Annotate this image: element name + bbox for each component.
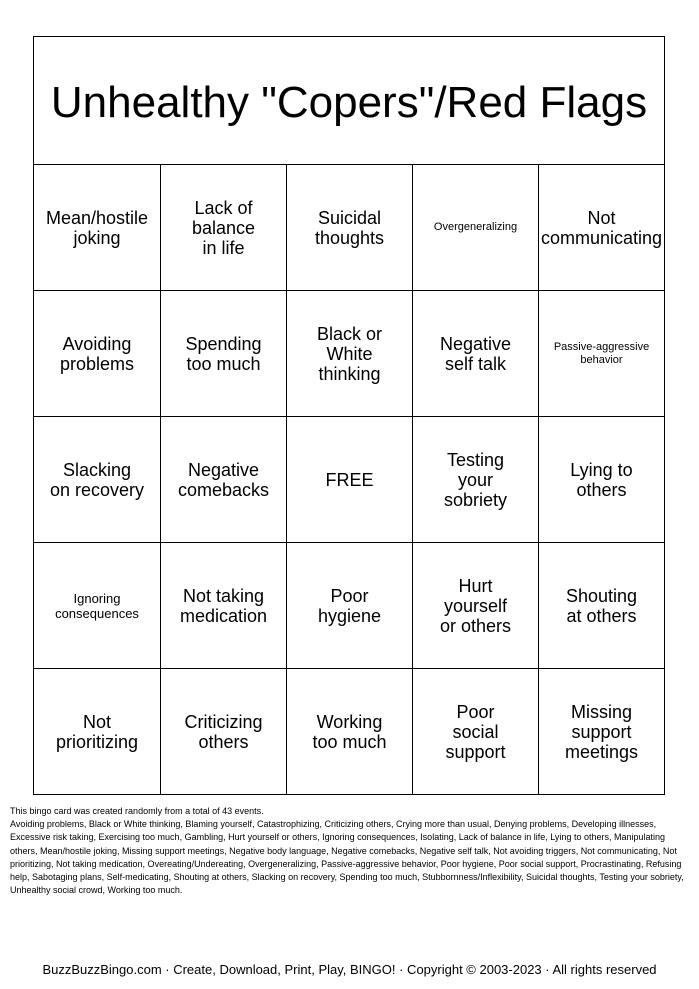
bingo-cell: Not prioritizing (34, 668, 160, 794)
bingo-cell: Avoiding problems (34, 290, 160, 416)
bingo-cell: Missing support meetings (538, 668, 664, 794)
bingo-cell: Not taking medication (160, 542, 286, 668)
bingo-cell: Not communicating (538, 164, 664, 290)
bingo-cell: Criticizing others (160, 668, 286, 794)
bingo-cell: Lack of balance in life (160, 164, 286, 290)
bingo-cell: Ignoring consequences (34, 542, 160, 668)
bingo-cell: Lying to others (538, 416, 664, 542)
bingo-cell: Hurt yourself or others (412, 542, 538, 668)
bingo-cell: Testing your sobriety (412, 416, 538, 542)
free-space-cell: FREE (286, 416, 412, 542)
bingo-cell: Overgeneralizing (412, 164, 538, 290)
bingo-cell: Passive-aggressive behavior (538, 290, 664, 416)
site-footer: BuzzBuzzBingo.com · Create, Download, Print, Play, BINGO! · Copyright © 2003-2023 · All rights reserved (42, 962, 657, 977)
bingo-cell: Spending too much (160, 290, 286, 416)
bingo-cell: Suicidal thoughts (286, 164, 412, 290)
bingo-cell: Working too much (286, 668, 412, 794)
bingo-cell: Shouting at others (538, 542, 664, 668)
card-note (10, 805, 690, 897)
bingo-cell: Slacking on recovery (34, 416, 160, 542)
bingo-cell: Poor social support (412, 668, 538, 794)
bingo-card (33, 36, 665, 795)
bingo-grid (34, 164, 664, 794)
card-title: Unhealthy "Copers"/Red Flags (50, 77, 648, 127)
event-list: Avoiding problems, Black or White thinking, Blaming yourself, Catastrophizing, Criticizing others, Crying more than usual, Denying problems, Developing illnesses, Excessive risk taking, Exercising too much, Gambling, Hurt yourself or others, Ignoring consequences, Isolating, Lack of balance in life, Lying to others, Manipulating others, Mean/hostile joking, Missing support meetings, Negative body language, Negative comebacks, Negative self talk, Not avoiding triggers, Not communicating, Not prioritizing, Not taking medication, Overeating/Undereating, Overgeneralizing, Passive-aggressive behavior, Poor hygiene, Poor social support, Procrastinating, Refusing help, Sabotaging plans, Self-medicating, Shouting at others, Slacking on recovery, Spending too much, Stubbornness/Inflexibility, Suicidal thoughts, Testing your sobriety, Unhealthy social crowd, Working too much. (10, 819, 684, 896)
bingo-cell: Negative self talk (412, 290, 538, 416)
bingo-cell: Poor hygiene (286, 542, 412, 668)
bingo-cell: Negative comebacks (160, 416, 286, 542)
note-intro: This bingo card was created randomly from a total of 43 events. (10, 806, 264, 816)
bingo-cell: Black or White thinking (286, 290, 412, 416)
bingo-cell: Mean/hostile joking (34, 164, 160, 290)
